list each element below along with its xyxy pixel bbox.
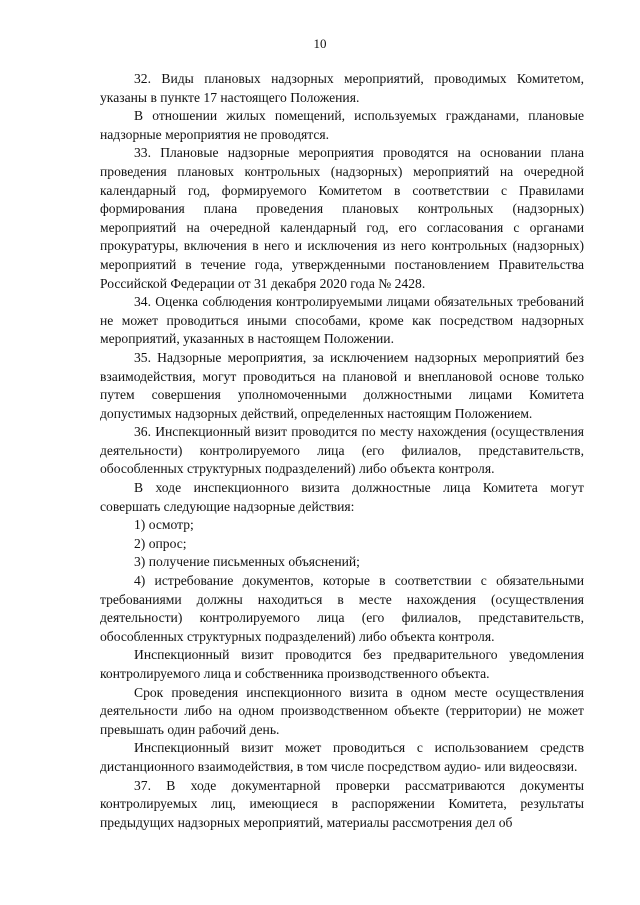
list-item-survey: 2) опрос; <box>134 535 187 551</box>
list-item-inspection: 1) осмотр; <box>134 517 194 533</box>
paragraph-32: 32. Виды плановых надзорных мероприятий, проводимых Комитетом, указаны в пункте 17 настоящего Положения. <box>100 71 584 105</box>
paragraph-35: 35. Надзорные мероприятия, за исключением надзорных мероприятий без взаимодействия, могут проводиться на плановой и внеплановой основе только путем совершения уполномоченными должностными лицами Комитета допустимых надзорных действий, определенных настоящим Положением. <box>100 349 584 421</box>
list-item-written-explanations: 3) получение письменных объяснений; <box>134 554 360 570</box>
document-body <box>100 70 584 832</box>
paragraph-no-prior-notice: Инспекционный визит проводится без предварительного уведомления контролируемого лица и собственника производственного объекта. <box>100 647 584 681</box>
list-item-document-request: 4) истребование документов, которые в соответствии с обязательными требованиями должны находиться в месте нахождения (осуществления деятельности) контролируемого лица (его филиалов, представительств, обособленных структурных подразделений) либо объекта контроля. <box>100 573 584 644</box>
paragraph-34: 34. Оценка соблюдения контролируемыми лицами обязательных требований не может проводиться иными способами, кроме как посредством надзорных мероприятий, указанных в настоящем Положении. <box>100 294 584 347</box>
paragraph-inspection-actions-intro: В ходе инспекционного визита должностные лица Комитета могут совершать следующие надзорные действия: <box>100 480 584 514</box>
page-number: 10 <box>313 36 327 51</box>
paragraph-remote-interaction: Инспекционный визит может проводиться с использованием средств дистанционного взаимодействия, в том числе посредством аудио- или видеосвязи. <box>100 740 584 774</box>
paragraph-visit-duration: Срок проведения инспекционного визита в одном месте осуществления деятельности либо на одном производственном объекте (территории) не может превышать один рабочий день. <box>100 684 584 737</box>
paragraph-33: 33. Плановые надзорные мероприятия проводятся на основании плана проведения плановых контрольных (надзорных) мероприятий на очередной календарный год, формируемого Комитетом в соответствии с Правилами формирования плана проведения плановых контрольных (надзорных) мероприятий на очередной календарный год, его согласования с органами прокуратуры, включения в него и исключения из него контрольных (надзорных) мероприятий в течение года, утвержденными постановлением Правительства Российской Федерации от 31 декабря 2020 года № 2428. <box>100 145 584 291</box>
paragraph-37: 37. В ходе документарной проверки рассматриваются документы контролируемых лиц, имеющиеся в распоряжении Комитета, результаты предыдущих надзорных мероприятий, материалы рассмотрения дел об <box>100 777 584 830</box>
paragraph-residential-premises: В отношении жилых помещений, используемых гражданами, плановые надзорные мероприятия не проводятся. <box>100 108 584 142</box>
paragraph-36: 36. Инспекционный визит проводится по месту нахождения (осуществления деятельности) контролируемого лица (его филиалов, представительств, обособленных структурных подразделений) либо объекта контроля. <box>100 424 584 477</box>
